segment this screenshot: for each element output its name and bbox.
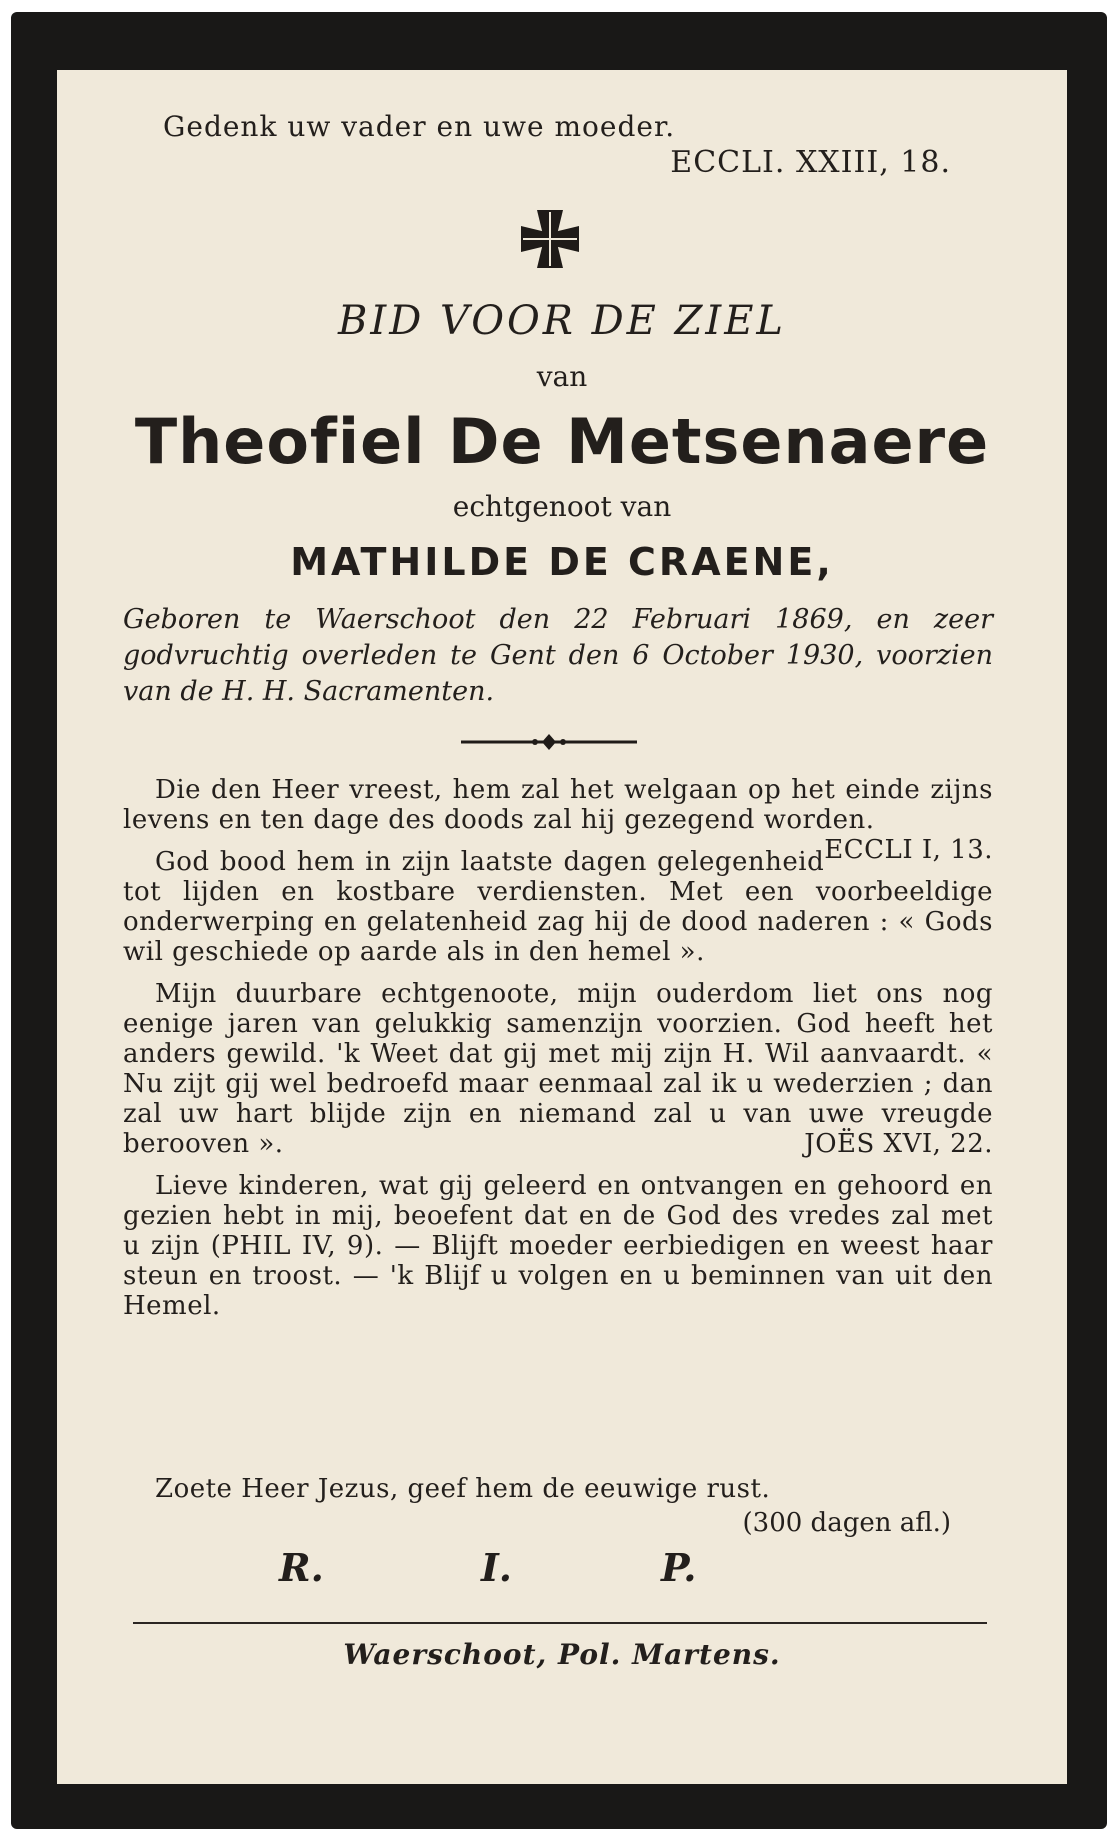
header-motto-reference: ECCLI. XXIII, 18.: [670, 145, 951, 180]
printer-imprint: Waerschoot, Pol. Martens.: [343, 1638, 781, 1671]
spouse-prefix: echtgenoot van: [452, 490, 672, 523]
spouse-name: MATHILDE DE CRAENE,: [290, 540, 834, 584]
verse-paragraph: [123, 847, 993, 967]
rip-letter-r: R.: [279, 1545, 324, 1590]
mourning-card-border: [11, 12, 1107, 1829]
rip-letter-i: I.: [481, 1545, 513, 1590]
ornamental-divider-icon: [459, 730, 639, 754]
header-motto: Gedenk uw vader en uwe moeder.: [163, 110, 676, 143]
indulgence-note: (300 dagen afl.): [742, 1508, 951, 1538]
closing-prayer: Zoete Heer Jezus, geef hem de eeuwige rust.: [155, 1474, 771, 1504]
verse-text: God bood hem in zijn laatste dagen gelegenheid tot lijden en kostbare verdiensten. Met een voorbeeldige onderwerping en gelatenheid zag hij de dood naderen : « Gods wil geschiede op aarde als in den hemel ».: [123, 847, 993, 967]
verse-reference: JOËS XVI, 22.: [804, 1129, 993, 1159]
verse-text: Mijn duurbare echtgenoote, mijn ouderdom liet ons nog eenige jaren van gelukkig samenzijn voorzien. God heeft het anders gewild. 'k Weet dat gij met mij zijn H. Wil aanvaardt. « Nu zijt gij wel bedroefd maar eenmaal zal ik u wederzien ; dan zal uw hart blijde zijn en niemand zal u van uwe vreugde berooven ».: [123, 979, 993, 1159]
mourning-card: [57, 70, 1067, 1784]
verses-section: [123, 775, 993, 1333]
verse-reference: ECCLI I, 13.: [824, 835, 993, 865]
footer-rule: [133, 1622, 987, 1624]
van-label: van: [536, 360, 588, 393]
cross-pattee-icon: [517, 206, 583, 272]
rip-letter-p: P.: [661, 1545, 697, 1590]
deceased-name: Theofiel De Metsenaere: [134, 405, 990, 478]
verse-paragraph: [123, 979, 993, 1159]
biography: Geboren te Waerschoot den 22 Februari 1869, en zeer godvruchtig overleden te Gent den 6 October 1930, voorzien van de H. H. Sacramenten.: [123, 604, 993, 707]
verse-text: Lieve kinderen, wat gij geleerd en ontvangen en gehoord en gezien hebt in mij, beoefent dat en de God des vredes zal met u zijn (PHIL IV, 9). — Blijft moeder eerbiedigen en weest haar steun en troost. — 'k Blijf u volgen en u beminnen van uit den Hemel.: [123, 1171, 993, 1321]
prayer-heading: BID VOOR DE ZIEL: [338, 298, 786, 344]
verse-text: Die den Heer vreest, hem zal het welgaan op het einde zijns levens en ten dage des doods zal hij gezegend worden.: [123, 775, 993, 835]
verse-paragraph: [123, 1171, 993, 1321]
verse-paragraph: [123, 775, 993, 865]
